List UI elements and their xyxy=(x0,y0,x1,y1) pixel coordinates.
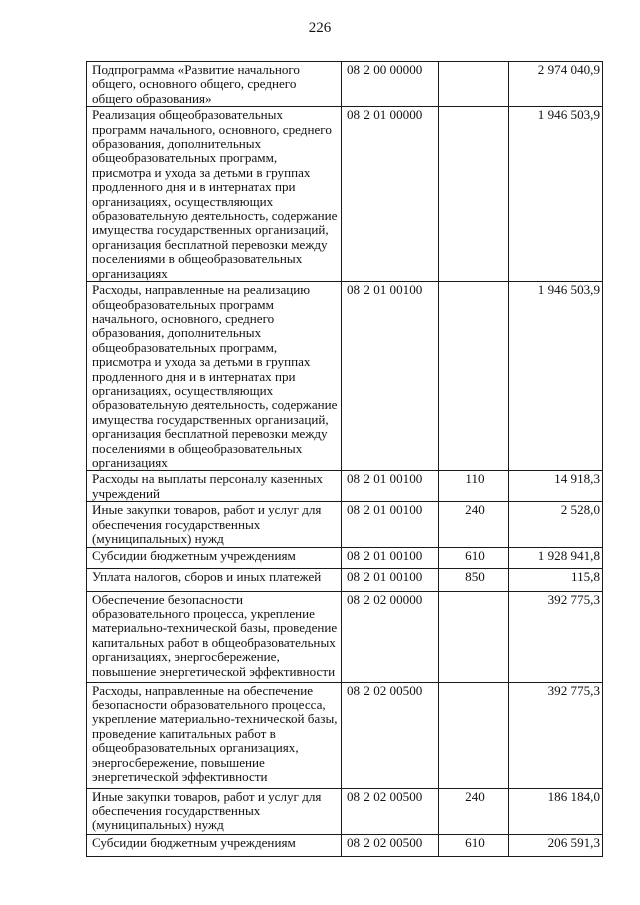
row-amount: 1 946 503,9 xyxy=(509,282,603,471)
row-amount: 2 528,0 xyxy=(509,502,603,547)
budget-table xyxy=(86,61,603,857)
row-code: 08 2 01 00100 xyxy=(342,547,439,568)
row-description: Расходы, направленные на обеспечение безопасности образовательного процесса, укрепление материально-технической базы, проведение капитальных работ в общеобразовательных организациях, энергосбережение, повышение энергетической эффективности xyxy=(87,682,342,788)
row-expense-type xyxy=(439,107,509,282)
row-amount: 206 591,3 xyxy=(509,834,603,856)
row-code: 08 2 02 00500 xyxy=(342,682,439,788)
row-code: 08 2 02 00500 xyxy=(342,834,439,856)
row-code: 08 2 01 00100 xyxy=(342,282,439,471)
row-expense-type: 240 xyxy=(439,788,509,834)
row-code: 08 2 01 00100 xyxy=(342,471,439,502)
row-expense-type: 610 xyxy=(439,834,509,856)
row-code: 08 2 01 00100 xyxy=(342,568,439,591)
row-expense-type xyxy=(439,62,509,107)
row-code: 08 2 00 00000 xyxy=(342,62,439,107)
row-description: Подпрограмма «Развитие начального общего, основного общего, среднего общего образования» xyxy=(87,62,342,107)
table-row xyxy=(87,682,603,788)
row-description: Обеспечение безопасности образовательного процесса, укрепление материально-технической базы, проведение капитальных работ в общеобразовательных организациях, энергосбережение, повышение энергетической эффективности xyxy=(87,591,342,682)
row-expense-type: 110 xyxy=(439,471,509,502)
row-expense-type xyxy=(439,591,509,682)
row-expense-type: 610 xyxy=(439,547,509,568)
row-description: Реализация общеобразовательных программ начального, основного, среднего образования, дополнительных общеобразовательных программ, присмотра и ухода за детьми в группах продленного дня и в интернатах при организациях, осуществляющих образовательную деятельность, содержание имущества государственных организаций, организация бесплатной перевозки между поселениями в общеобразовательных организациях xyxy=(87,107,342,282)
row-code: 08 2 01 00100 xyxy=(342,502,439,547)
table-row xyxy=(87,62,603,107)
row-code: 08 2 02 00500 xyxy=(342,788,439,834)
table-row xyxy=(87,471,603,502)
row-amount: 392 775,3 xyxy=(509,591,603,682)
row-description: Иные закупки товаров, работ и услуг для обеспечения государственных (муниципальных) нужд xyxy=(87,788,342,834)
row-code: 08 2 01 00000 xyxy=(342,107,439,282)
row-expense-type xyxy=(439,282,509,471)
table-row xyxy=(87,834,603,856)
table-row xyxy=(87,107,603,282)
row-expense-type: 240 xyxy=(439,502,509,547)
row-code: 08 2 02 00000 xyxy=(342,591,439,682)
table-row xyxy=(87,591,603,682)
row-amount: 186 184,0 xyxy=(509,788,603,834)
page-number: 226 xyxy=(308,20,332,36)
row-amount: 392 775,3 xyxy=(509,682,603,788)
table-row xyxy=(87,788,603,834)
row-description: Уплата налогов, сборов и иных платежей xyxy=(87,568,342,591)
row-expense-type xyxy=(439,682,509,788)
table-row xyxy=(87,282,603,471)
row-description: Иные закупки товаров, работ и услуг для обеспечения государственных (муниципальных) нужд xyxy=(87,502,342,547)
row-expense-type: 850 xyxy=(439,568,509,591)
row-amount: 2 974 040,9 xyxy=(509,62,603,107)
table-row xyxy=(87,502,603,547)
row-description: Расходы на выплаты персоналу казенных учреждений xyxy=(87,471,342,502)
row-amount: 115,8 xyxy=(509,568,603,591)
row-amount: 1 946 503,9 xyxy=(509,107,603,282)
table-row xyxy=(87,568,603,591)
row-description: Субсидии бюджетным учреждениям xyxy=(87,834,342,856)
row-amount: 14 918,3 xyxy=(509,471,603,502)
row-description: Субсидии бюджетным учреждениям xyxy=(87,547,342,568)
row-amount: 1 928 941,8 xyxy=(509,547,603,568)
table-row xyxy=(87,547,603,568)
row-description: Расходы, направленные на реализацию общеобразовательных программ начального, основного, среднего образования, дополнительных общеобразовательных программ, присмотра и ухода за детьми в группах продленного дня и в интернатах при организациях, осуществляющих образовательную деятельность, содержание имущества государственных организаций, организация бесплатной перевозки между поселениями в общеобразовательных организациях xyxy=(87,282,342,471)
